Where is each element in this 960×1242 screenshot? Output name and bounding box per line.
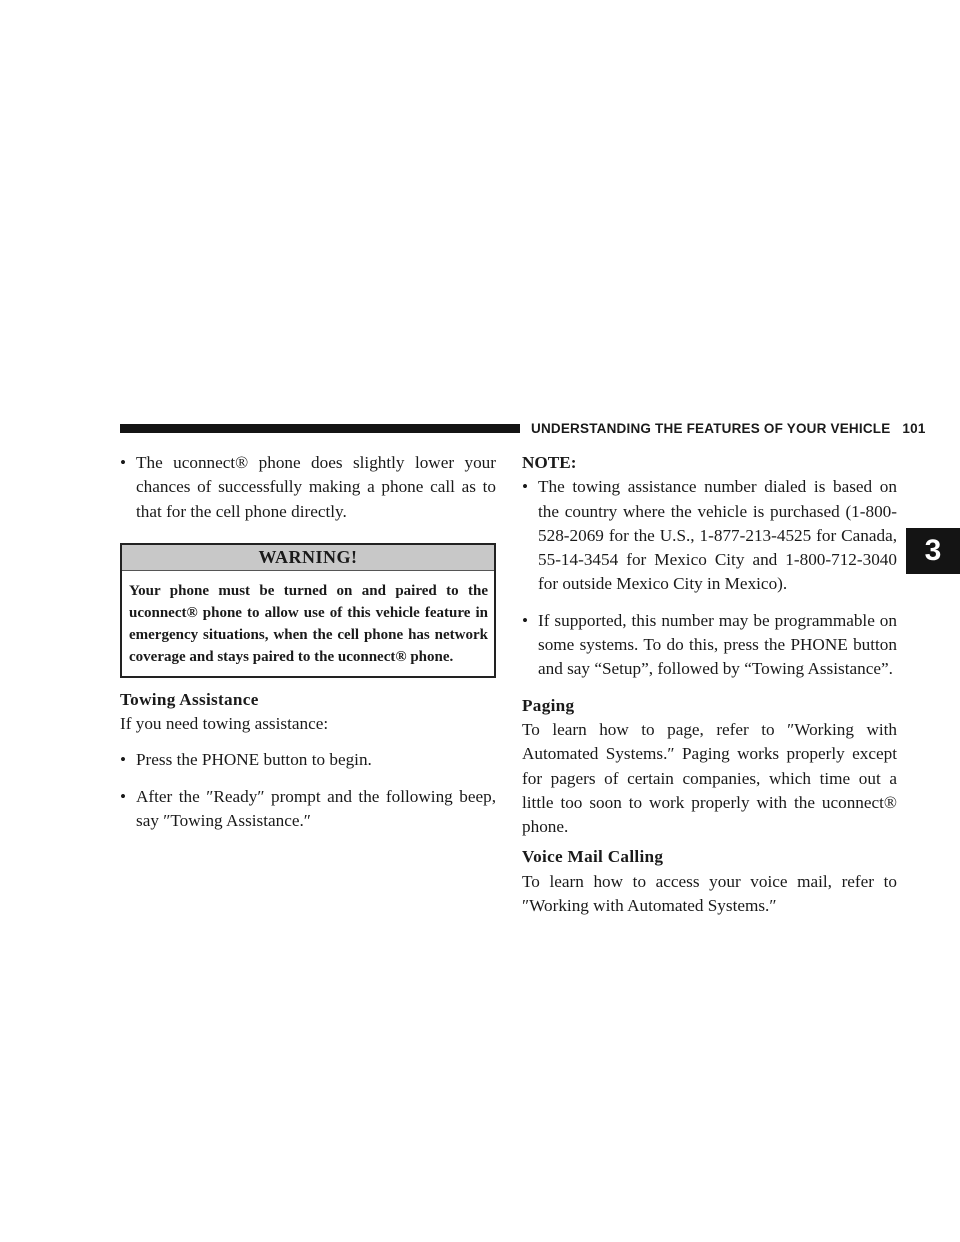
bullet-dot: • [522, 477, 529, 497]
voicemail-text: To learn how to access your voice mail, refer to ″Working with Automated Systems.″ [522, 871, 897, 916]
list-item [120, 451, 496, 524]
warning-text: Your phone must be turned on and paired to the uconnect® phone to allow use of this vehicle feature in emergency situations, when the cell phone has network coverage and stays paired to the uconnect® phone. [129, 582, 488, 665]
page-number: 101 [902, 421, 926, 436]
paging-text: To learn how to page, refer to ″Working with Automated Systems.″ Paging works properly except for pagers of certain companies, which time out a little too soon to work properly with the uconnect® phone. [522, 719, 897, 837]
running-header [531, 421, 926, 436]
chapter-tab: 3 [906, 528, 960, 574]
section-heading-voicemail: Voice Mail Calling [522, 847, 664, 867]
header-title: UNDERSTANDING THE FEATURES OF YOUR VEHICLE [531, 421, 891, 436]
bullet-text: The towing assistance number dialed is based on the country where the vehicle is purchased (1-800-528-2069 for the U.S., 1-877-213-4525 for Canada, 55-14-3454 for Mexico City and 1-800-712-3040 for outside Mexico City in Mexico). [538, 477, 897, 594]
section-heading-paging: Paging [522, 695, 575, 715]
list-item [522, 475, 897, 596]
bullet-dot: • [120, 453, 127, 472]
note-label: NOTE: [522, 453, 577, 472]
right-column [522, 451, 897, 924]
towing-intro: If you need towing assistance: [120, 714, 329, 734]
bullet-text: After the ″Ready″ prompt and the following beep, say ″Towing Assistance.″ [136, 786, 496, 831]
left-column [120, 451, 496, 845]
list-item [120, 748, 496, 772]
list-item [120, 785, 496, 834]
bullet-text: The uconnect® phone does slightly lower your chances of successfully making a phone call as to that for the cell phone directly. [136, 453, 496, 521]
warning-title: WARNING! [122, 545, 494, 571]
bullet-text: If supported, this number may be programmable on some systems. To do this, press the PHONE button and say “Setup”, followed by “Towing Assistance”. [538, 610, 897, 679]
bullet-text: Press the PHONE button to begin. [136, 750, 372, 770]
bullet-dot: • [120, 750, 127, 770]
list-item [522, 609, 897, 682]
bullet-dot: • [522, 610, 529, 630]
header-rule [120, 424, 520, 433]
section-heading-towing: Towing Assistance [120, 689, 259, 709]
warning-box [120, 543, 496, 678]
bullet-dot: • [120, 786, 127, 806]
